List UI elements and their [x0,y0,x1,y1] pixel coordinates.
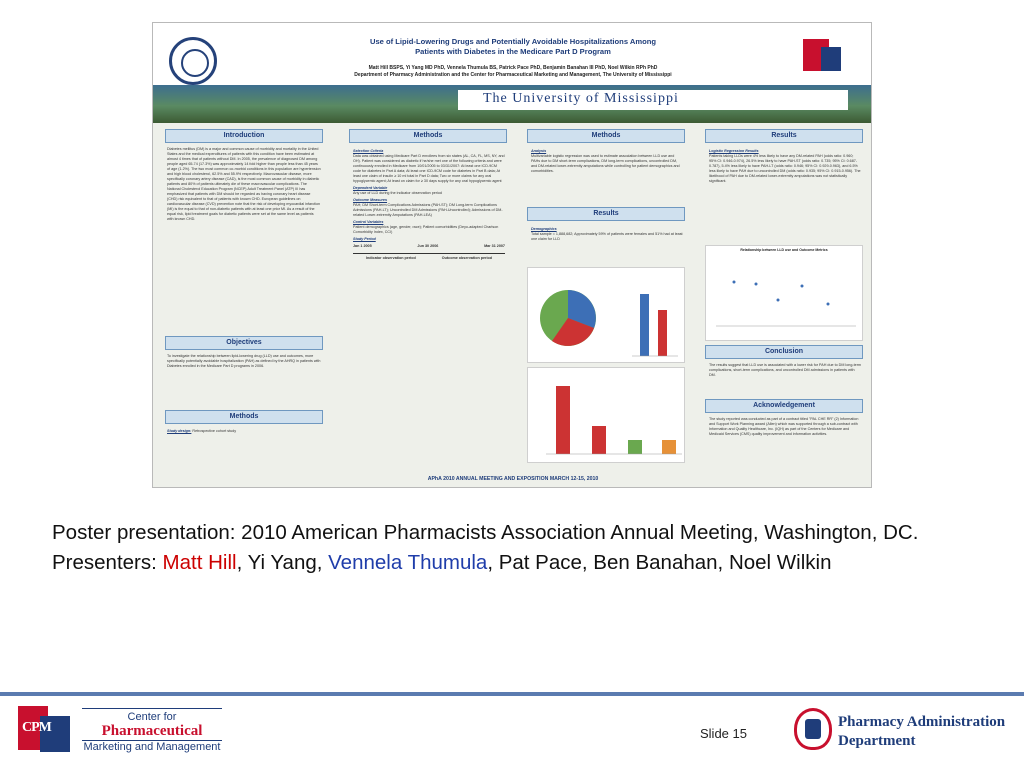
poster-authors [273,65,753,79]
poster-title-line1: Use of Lipid-Lowering Drugs and Potentially Avoidable Hospitalizations Among [369,37,657,46]
methods-text [353,147,505,467]
center-for-label: Center for [82,708,222,723]
introduction-text [167,147,321,331]
section-introduction: Introduction [165,129,323,143]
timeline-end: Mar 31 2007 [484,243,505,248]
presenters-line [52,548,992,578]
poster-title-line2: Patients with Diabetes in the Medicare Part D Program [415,46,611,56]
odds-chart-svg [706,252,864,336]
odds-point-3 [777,299,780,302]
demographics-charts-svg [528,268,686,364]
section-results-2: Results [705,129,863,143]
control-variables-text: Patient demographics (age, gender, race); Patient comorbidities (Deyo-adapted Charlson Comorbidity Index, CCI) [353,224,499,234]
control-variables-label: Control Variables [353,219,384,224]
outcome-measures-text: PAH; DM Short-term Complications Admissions (PAH-ST); DM Long-term Complications Admissions (PAH-LT); Uncontrolled DM Admissions (PAH-Uncontrolled); Admissions of DM-related Lower-extremity Amputations (PAH-LEA) [353,202,503,217]
section-results-1: Results [527,207,685,221]
logistic-paragraph: Patients taking LLDs were 4% less likely to have any DM-related PAH (odds ratio: 0.960; 95% CI: 0.946-0.974), 26.5% less likely to have PAH-ST (odds ratio: 0.735; 95% CI: 0.687-0.787), 5.4% less likely to have PAH-LT (odds ratio: 0.946; 95% CI: 0.929-0.963), and 6.5% less likely to have PAH due to uncontrolled DM (odds ratio: 0.935; 95% CI: 0.915-0.956). The likelihood of PAH due to DM-related lower-extremity amputations was not statistically significant. [709,153,861,183]
cpm-logo-text: CPM [22,720,51,735]
pharmacy-seal-icon [794,708,832,750]
acknowledgement-paragraph: The study reported was conducted as part of a contract titled "PAL CHE RR" (2) Information and Support Work Planning award (Allen) which was supported through a sub-contract with Information and Quality Healthcare, Inc. (IQH) as part of the Centers for Medicare and Medicaid Services (CMS) quality improvement and information activities. [709,417,859,436]
department-line1: Pharmacy Administration [838,714,1006,730]
demographics-text [531,225,683,259]
odds-ratio-chart [705,245,863,341]
odds-point-4 [801,285,804,288]
timeline-axis [353,253,505,254]
demographics-charts [527,267,685,363]
poster-affiliation: Department of Pharmacy Administration and the Center for Pharmaceutical Marketing and Management, The University of Mississippi [354,72,672,78]
timeline-periods [353,256,505,261]
acknowledgement-text [709,417,861,465]
presenters-label: Presenters: [52,551,163,574]
study-design-label: Study design: [167,429,192,433]
timeline [353,244,505,249]
center-for-block [82,708,222,753]
outcome-measures-label: Outcome Measures [353,197,388,202]
cpm-logo-icon [803,39,857,79]
department-name [838,713,1005,751]
timeline-start: Jan 1 2005 [353,243,372,248]
odds-point-2 [755,283,758,286]
bar-pah-other [662,440,676,454]
demographics-paragraph: Total sample = 1,888,682; Approximately 59% of patients were females and 51% had at least one claim for LLD [531,231,683,241]
demographics-label: Demographics [531,227,557,231]
objectives-paragraph: To investigate the relationship between lipid-lowering drug (LLD) use and outcomes, more specifically potentially avoidable hospitalization (PAH) as defined by the AHRQ in patients with Diabetes enrolled in the Medicare Part D programs in 2006. [167,354,321,368]
dependent-variable-text: Any use of LLD during the indicator observation period [353,190,442,195]
section-methods-2: Methods [349,129,507,143]
poster-author-list: Matt Hill BSPS, Yi Yang MD PhD, Vennela Thumula BS, Patrick Pace PhD, Benjamin Banahan III PhD, Noel Wilkin RPh PhD [368,65,658,71]
section-conclusion: Conclusion [705,345,863,359]
introduction-paragraph: Diabetes mellitus (DM) is a major and common cause of morbidity and mortality in the United States and the medical expenditures of patients with this condition have been estimated at almost 4 times that of patients without DM. In 2005, the prevalence of diagnosed DM among people aged 65-74 (17.3%) was approximately 14 fold higher than people less than 45 years of age (1.2%). The two most common co-morbid conditions in this population are hypertension and high blood cholesterol, 62.5% and 55.9% respectively. Macrovascular disease, more specifically coronary artery disease (CAD), is the most common cause of morbidity in diabetic patients and 80% of patients ultimately die of these macrovascular complications. The National Cholesterol Education Program (NCEP) Adult Treatment Panel (ATP) III has emphasized that patients with DM should be regarded as having coronary heart disease (CHD) risk equivalent to that of patients with known CHD. European guidelines on cardiovascular disease (CVD) prevention note that the risk of developing myocardial infarction (MI) is the equal to that of non-diabetic patients with at least one prior MI. As a result of the equal risk, lipid treatment goals for diabetic patients were set at the same level as patients with known CHD. [167,147,321,221]
section-acknowledgement: Acknowledgement [705,399,863,413]
analysis-label: Analysis [531,149,547,153]
odds-chart-title: Relationship between LLD use and Outcome Metrics [740,248,828,252]
cpm-logo [18,706,74,756]
poster-image [152,22,872,488]
selection-criteria-label: Selection Criteria [353,149,384,153]
banner-title: The University of Mississippi [483,91,679,106]
bar-pah-any [556,386,570,454]
conclusion-paragraph: The results suggest that LLD use is associated with a lower risk for PAH due to DM long-term complications, short-term complications, and uncontrolled DM admissions in patients with DM. [709,363,861,377]
study-period-label: Study Period [353,236,376,241]
bar-male [658,310,667,356]
pah-bar-chart [527,367,685,463]
section-methods-3: Methods [527,129,685,143]
presenter-vennela-thumula: Vennela Thumula [328,551,488,574]
conclusion-text [709,363,861,395]
pah-bar-chart-svg [528,368,686,464]
logistic-label: Logistic Regression Results [709,149,759,153]
presenters-rest: , Pat Pace, Ben Banahan, Noel Wilkin [487,551,832,574]
logistic-text [709,147,861,237]
bar-female [640,294,649,356]
department-line2: Department [838,733,916,749]
slide-caption [52,518,992,578]
university-seal-icon [169,37,217,85]
poster-title [273,37,753,57]
outcome-period-label: Outcome observation period [441,255,492,260]
bar-pah-lt [592,426,606,454]
bar-pah-st [628,440,642,454]
poster-presentation-line: Poster presentation: 2010 American Pharmacists Association Annual Meeting, Washington, DC. [52,521,919,544]
footer-divider [0,692,1024,696]
analysis-paragraph: Multivariable logistic regression was used to estimate association between LLD use and PAHs due to DM short-term complications, DM long-term complications, uncontrolled DM, and DM-related lower-extremity amputations while controlling for patient demographics and comorbidities. [531,153,680,173]
selection-criteria-text: Data was obtained using Medicare Part D enrollees from six states (AL, CA, FL, MS, NY, and OH). Patient was considered as diabetic if he/she met one of the following criteria and were continuously enrolled in Medicare from 10/01/2005 to 03/31/2007: At least one ICD-9CM code for diabetes in Part A data; At least one ICD-9CM code for diabetes in Part B data; At least one claim of insulin ≥ 10 ml total in Part D data; Two or more claims for any oral hypoglycemic agent; At least on claim for ≥ 30 days supply for any oral hypoglycemic agent [353,153,505,183]
odds-point-1 [733,281,736,284]
odds-point-5 [827,303,830,306]
marketing-management-label: Marketing and Management [83,741,221,753]
presenter-matt-hill: Matt Hill [162,551,237,574]
objectives-text [167,354,321,402]
design-text [167,429,321,449]
poster-footer: APhA 2010 ANNUAL MEETING AND EXPOSITION MARCH 12-15, 2010 [427,476,599,482]
indicator-period-label: Indicator observation period [366,255,416,260]
study-design-value: Retrospective cohort study [192,429,237,433]
campus-banner [153,85,872,123]
analysis-text [531,147,683,205]
slide-number: Slide 15 [700,726,747,741]
pharmaceutical-label: Pharmaceutical [101,723,203,739]
presenters-sep-1: , Yi Yang, [236,551,329,574]
section-methods-1: Methods [165,410,323,424]
section-objectives: Objectives [165,336,323,350]
timeline-mid: Jun 30 2006 [417,243,439,248]
dependent-variable-label: Dependent Variable [353,185,388,190]
